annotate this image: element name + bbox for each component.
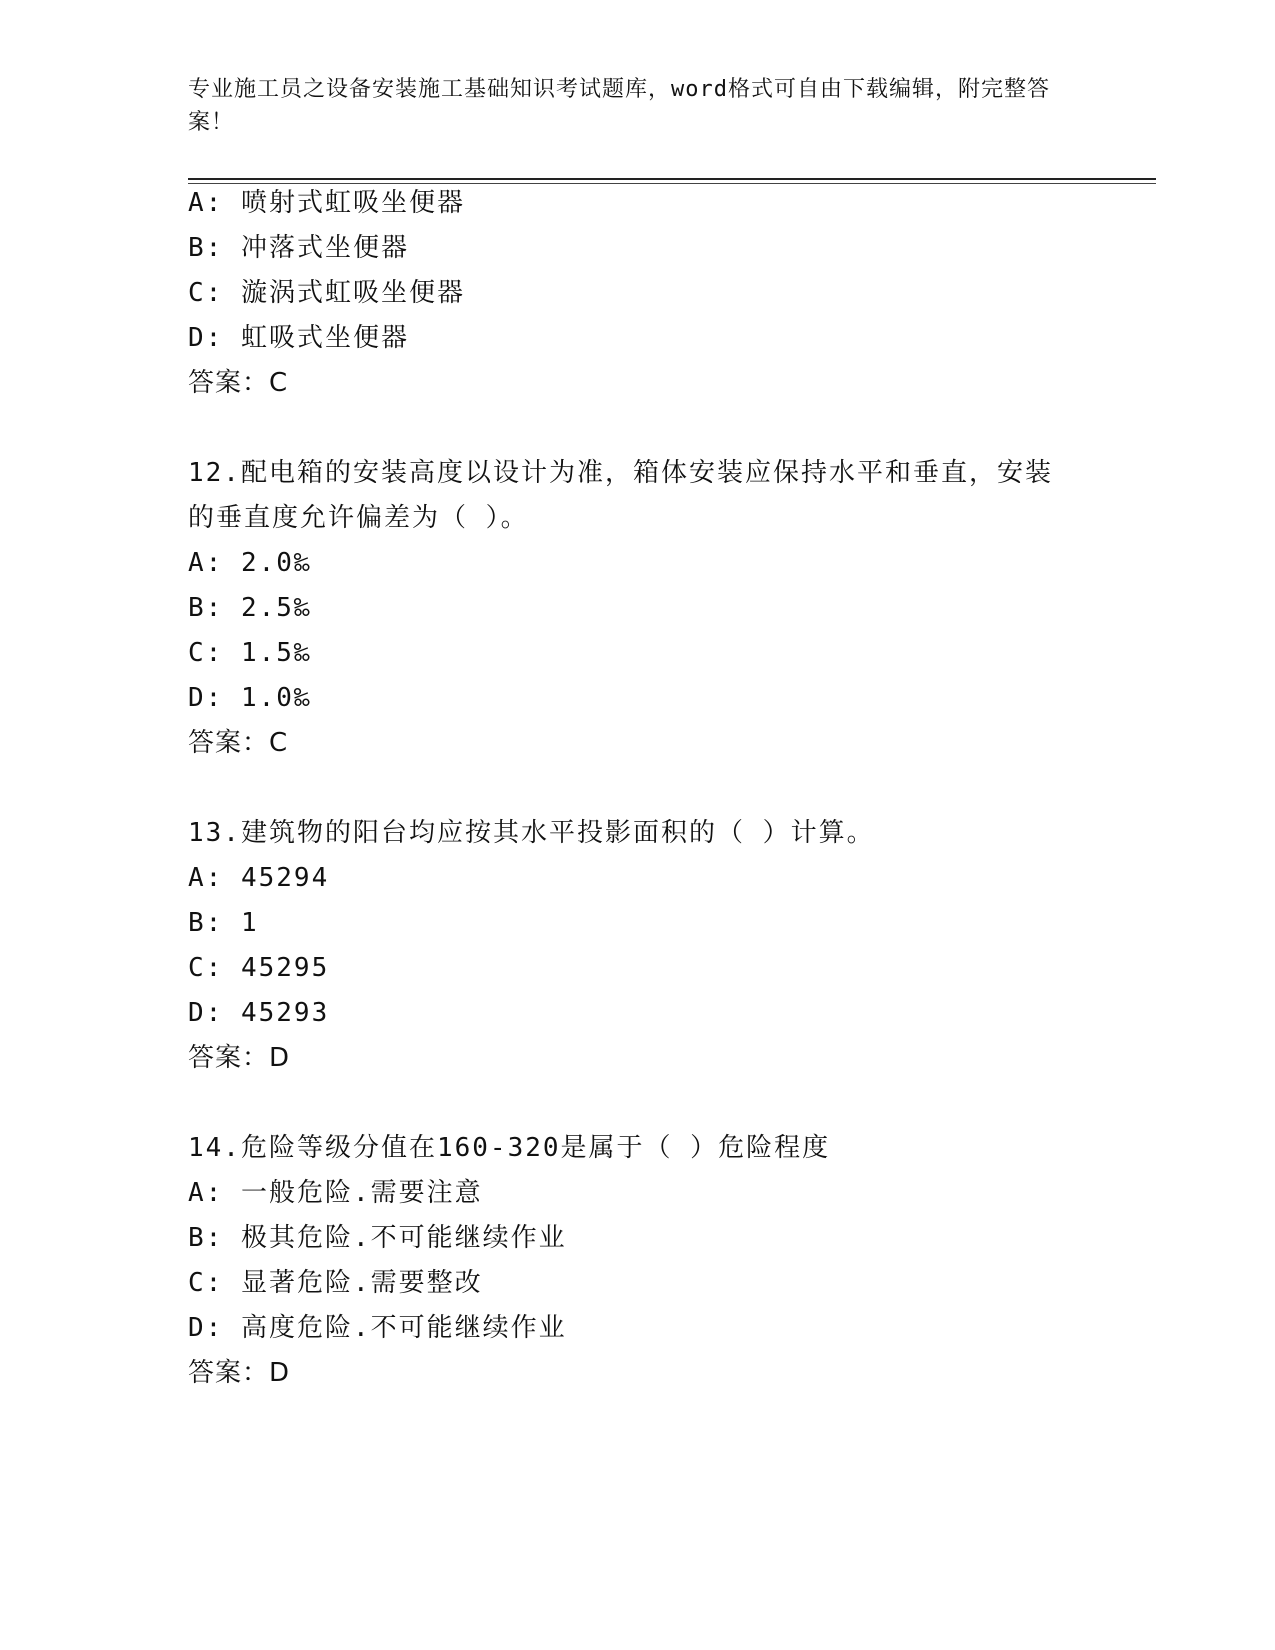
q12-option-d: D: 1.0‰: [188, 683, 312, 713]
q12-option-b: B: 2.5‰: [188, 593, 312, 623]
q14-option-b: B: 极其危险.不可能继续作业: [188, 1223, 567, 1253]
header-divider-thick: [188, 178, 1156, 180]
q13-answer: 答案：D: [188, 1043, 291, 1073]
q14-answer: 答案：D: [188, 1358, 291, 1388]
document-header: 专业施工员之设备安装施工基础知识考试题库，word格式可自由下载编辑，附完整答案！: [188, 77, 1050, 135]
q11-answer: 答案：C: [188, 368, 289, 398]
q14-option-a: A: 一般危险.需要注意: [188, 1178, 483, 1208]
q14-stem: 14.危险等级分值在160-320是属于（ ）危险程度: [188, 1133, 831, 1163]
q12-stem-line-1: 12.配电箱的安装高度以设计为准，箱体安装应保持水平和垂直，安装: [188, 458, 1053, 488]
q11-option-a: A: 喷射式虹吸坐便器: [188, 188, 465, 218]
q11-option-d: D: 虹吸式坐便器: [188, 323, 409, 353]
q13-option-a: A: 45294: [188, 863, 330, 893]
q12-option-c: C: 1.5‰: [188, 638, 312, 668]
q11-option-b: B: 冲落式坐便器: [188, 233, 409, 263]
header-divider-thin: [188, 183, 1156, 184]
q14-option-d: D: 高度危险.不可能继续作业: [188, 1313, 567, 1343]
q12-stem-line-2: 的垂直度允许偏差为（ ）。: [188, 503, 529, 533]
q13-option-b: B: 1: [188, 908, 259, 938]
q13-stem: 13.建筑物的阳台均应按其水平投影面积的（ ）计算。: [188, 818, 875, 848]
q13-option-d: D: 45293: [188, 998, 330, 1028]
q12-answer: 答案：C: [188, 728, 289, 758]
q11-option-c: C: 漩涡式虹吸坐便器: [188, 278, 465, 308]
q14-option-c: C: 显著危险.需要整改: [188, 1268, 483, 1298]
q12-option-a: A: 2.0‰: [188, 548, 312, 578]
q13-option-c: C: 45295: [188, 953, 330, 983]
